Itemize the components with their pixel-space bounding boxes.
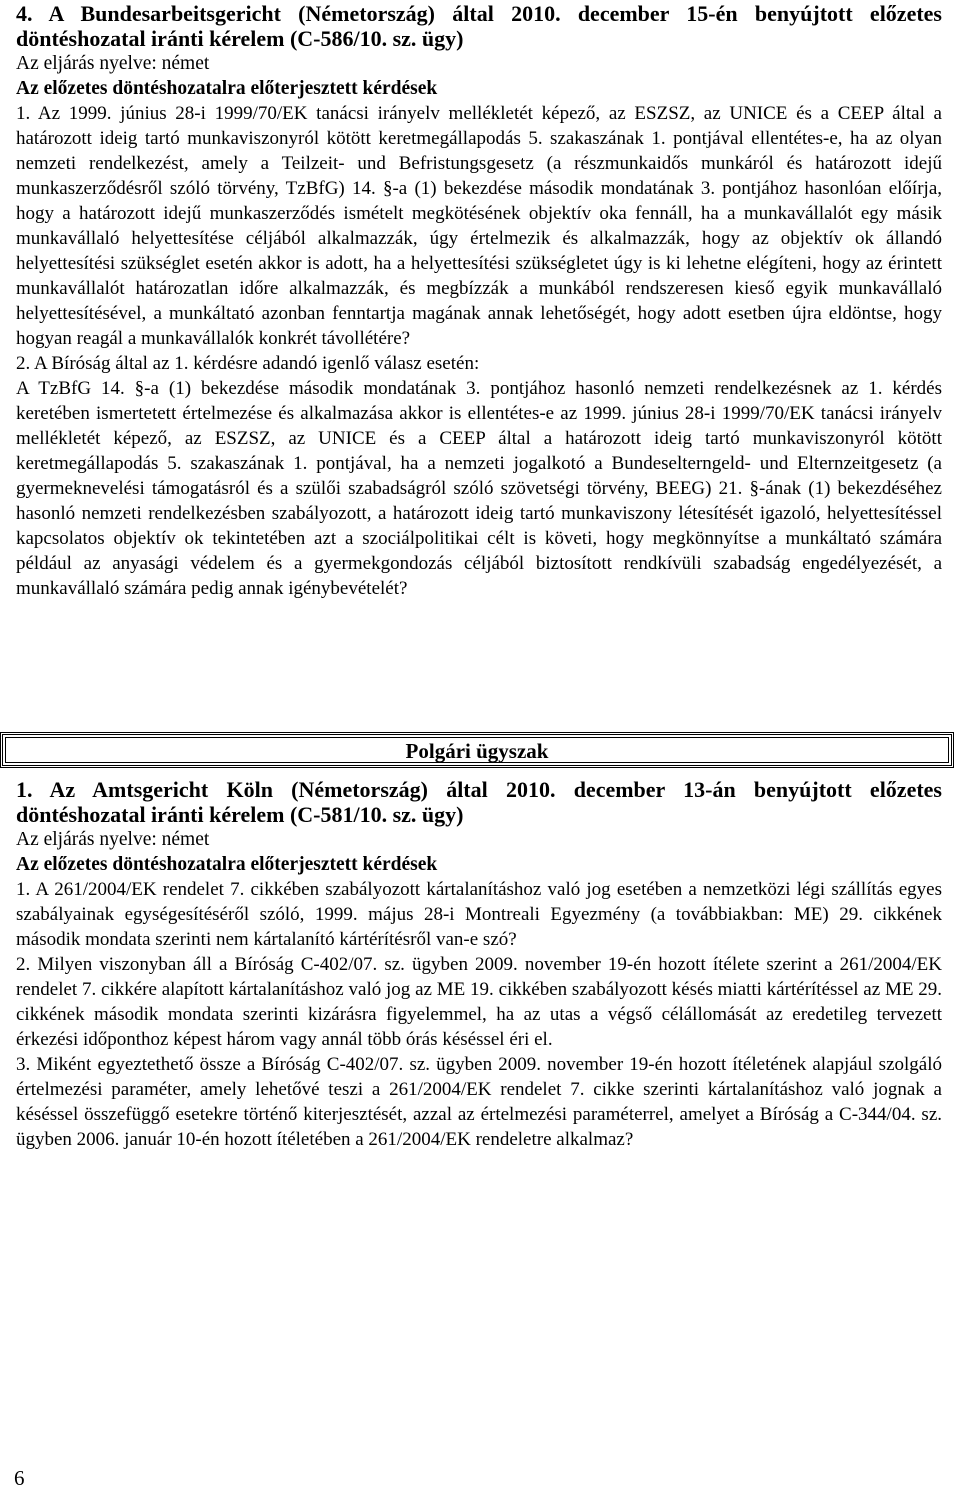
case-2-section	[16, 777, 942, 1152]
case-1-questions-heading: Az előzetes döntéshozatalra előterjesztett kérdések	[16, 78, 438, 99]
case-1-question-2-intro: 2. A Bíróság által az 1. kérdésre adandó igenlő válasz esetén:	[16, 353, 480, 374]
case-2-heading: 1. Az Amtsgericht Köln (Németország) által 2010. december 13-án benyújtott előzetes döntéshozatal iránti kérelem (C-581/10. sz. ügy)	[16, 777, 942, 827]
case-1-question-1: 1. Az 1999. június 28-i 1999/70/EK tanácsi irányelv mellékletét képező, az ESZSZ, az UNICE és a CEEP által a határozott ideig tartó munkaviszonyról kötött keretmegállapodás 5. szakaszának 1. pontjával ellentétes-e, ha az olyan nemzeti rendelkezést, amely a Teilzeit- und Befristungsgesetz (a részmunkaidős munkáról és határozott idejű munkaszerződésről szóló törvény, TzBfG) 14. §-a (1) bekezdése második mondatának 3. pontjához hasonlóan előírja, hogy a határozott idejű munkaszerződés ismételt megkötésének objektív oka fennáll, ha a munkavállalót egy másik munkavállaló helyettesítése céljából alkalmazzák, úgy értelmezik és alkalmazzák, hogy az objektív ok állandó helyettesítési szükséglet esetén akkor is adott, ha a helyettesítési szükségletet úgy is ki lehetne elégíteni, hogy az érintett munkavállalót határozatlan időre alkalmazzák, és megbízzák a munkából rendszeresen kieső egyik munkavállaló helyettesítésével, a munkáltató azonban fenntartja magának annak lehetőségét, hogy adott esetben újra eldöntse, hogy hogyan reagál a munkavállalók konkrét távollétére?	[16, 103, 942, 349]
section-banner	[0, 732, 954, 768]
case-2-question-3: 3. Miként egyeztethető össze a Bíróság C-402/07. sz. ügyben 2009. november 19-én hozott ítéletének alapjául szolgáló értelmezési paraméter, amely lehetővé teszi a 261/2004/EK rendelet 7. cikke szerinti kártalanításhoz való jognak a késéssel összefüggő esetekre történő kiterjesztését, azzal az értelmezési paraméterrel, amelyet a Bíróság a C-344/04. sz. ügyben 2006. január 10-én hozott ítéletében a 261/2004/EK rendeletre alkalmaz?	[16, 1054, 942, 1150]
case-1-language: Az eljárás nyelve: német	[16, 53, 210, 74]
case-1-heading: 4. A Bundesarbeitsgericht (Németország) által 2010. december 15-én benyújtott előzetes döntéshozatal iránti kérelem (C-586/10. sz. ügy)	[16, 1, 942, 51]
case-2-questions-heading: Az előzetes döntéshozatalra előterjesztett kérdések	[16, 854, 438, 875]
case-2-language: Az eljárás nyelve: német	[16, 829, 210, 850]
case-1-section	[16, 0, 942, 601]
case-2-question-1: 1. A 261/2004/EK rendelet 7. cikkében szabályozott kártalanításhoz való jog esetében a nemzetközi légi szállítás egyes szabályainak egységesítéséről szóló, 1999. május 28-i Montreali Egyezmény (a továbbiakban: ME) 29. cikkének második mondata szerinti nem kártalanító kártérítésről van-e szó?	[16, 879, 942, 950]
case-2-question-2: 2. Milyen viszonyban áll a Bíróság C-402/07. sz. ügyben 2009. november 19-én hozott ítélete szerint a 261/2004/EK rendelet 7. cikkére alapított kártalanításhoz való jog az ME 19. cikkében szabályozott késés miatti kártérítéssel az ME 29. cikkének második mondata szerinti kizárásra figyelemmel, ha az utas a végső célállomását az eredetileg tervezett érkezési időponthoz képest három vagy annál több órás késéssel éri el.	[16, 954, 942, 1050]
case-1-question-2: A TzBfG 14. §-a (1) bekezdése második mondatának 3. pontjához hasonló nemzeti rendelkezésnek az 1. kérdés keretében ismertetett értelmezése és alkalmazása akkor is ellentétes-e az 1999. június 28-i 1999/70/EK tanácsi irányelv mellékletét képező, az ESZSZ, az UNICE és a CEEP által a határozott ideig tartó munkaviszonyról kötött keretmegállapodás 5. szakaszának 1. pontjával, ha a nemzeti jogalkotó a Bundeselterngeld- und Elternzeitgesetz (a gyermeknevelési támogatásról és a szülői szabadságról szóló szövetségi törvény, BEEG) 21. §-ának (1) bekezdéséhez hasonló nemzeti rendelkezésben szabályozott, a határozott ideig tartó munkaviszony létesítését igazoló, helyettesítéssel kapcsolatos objektív ok tekintetében azt a szociálpolitikai célt is követi, hogy megkönnyítse a munkáltató számára például az anyasági védelem és a gyermekgondozás céljából biztosított rendkívüli szabadság engedélyezését, a munkavállaló számára pedig annak igénybevételét?	[16, 378, 942, 599]
page-number: 6	[14, 1466, 25, 1490]
section-title: Polgári ügyszak	[405, 739, 549, 763]
